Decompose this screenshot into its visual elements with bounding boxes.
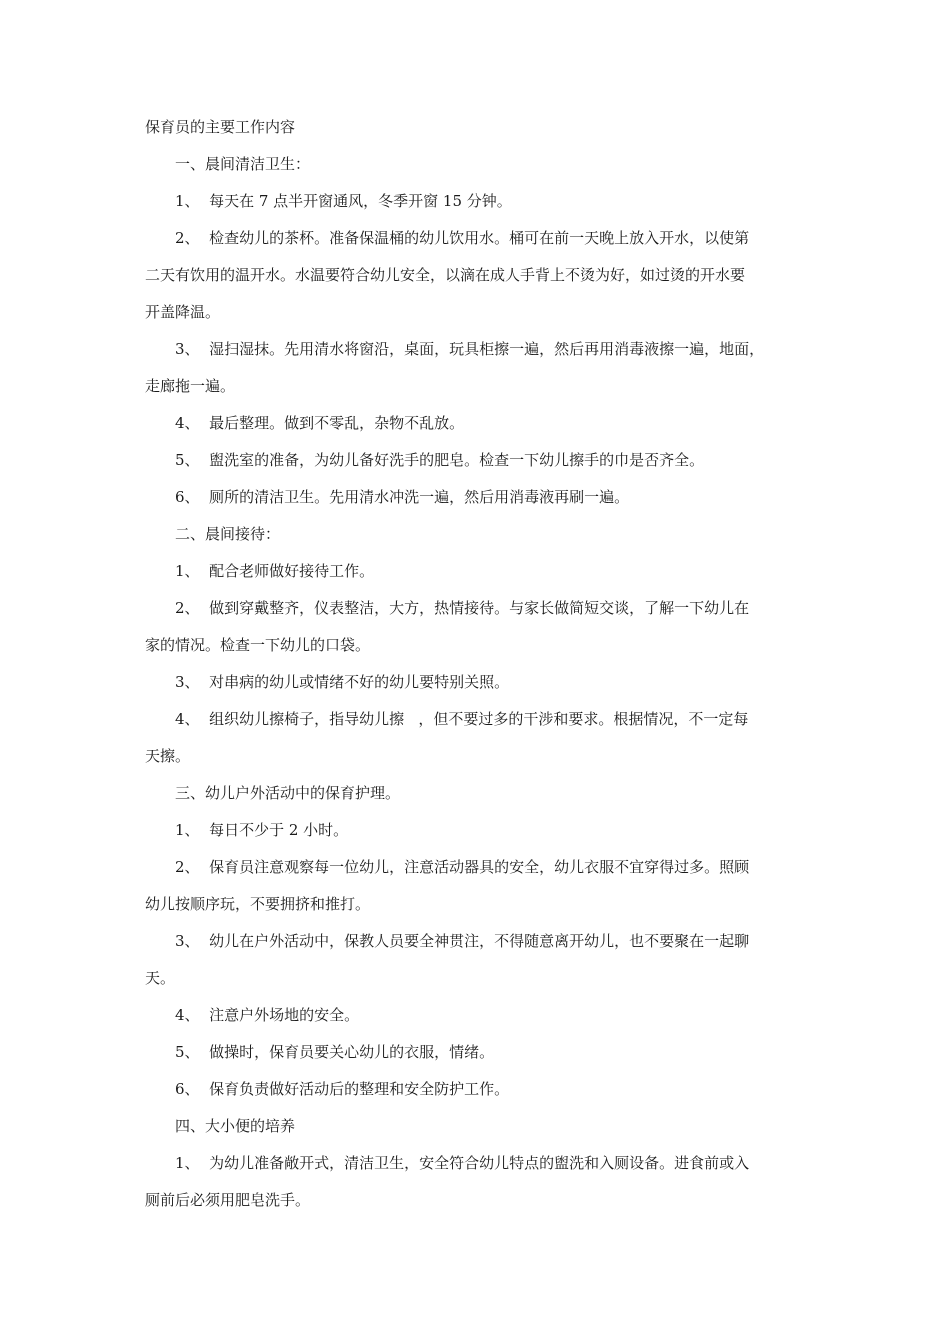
paragraph-line: 4、 注意户外场地的安全。 [175, 1006, 360, 1024]
paragraph-line: 5、 盥洗室的准备，为幼儿备好洗手的肥皂。检查一下幼儿擦手的巾是否齐全。 [175, 451, 705, 469]
list-item [145, 414, 810, 433]
paragraph-line: 1、 配合老师做好接待工作。 [175, 562, 375, 580]
list-item [145, 562, 810, 581]
paragraph-line: 家的情况。检查一下幼儿的口袋。 [145, 636, 371, 654]
list-item [145, 229, 810, 322]
section [145, 784, 810, 1099]
section [145, 1117, 810, 1210]
paragraph-line: 走廊拖一遍。 [145, 377, 236, 395]
list-item [145, 599, 810, 655]
section-heading: 三、幼儿户外活动中的保育护理。 [175, 784, 401, 802]
paragraph-line: 5、 做操时，保育员要关心幼儿的衣服，情绪。 [175, 1043, 495, 1061]
paragraph-line: 1、 每天在 7 点半开窗通风，冬季开窗 15 分钟。 [175, 192, 512, 210]
list-item [145, 451, 810, 470]
paragraph-line: 2、 保育员注意观察每一位幼儿，注意活动器具的安全，幼儿衣服不宜穿得过多。照顾 [175, 858, 750, 876]
paragraph-line: 厕前后必须用肥皂洗手。 [145, 1191, 311, 1209]
list-item [145, 488, 810, 507]
list-item [145, 710, 810, 766]
paragraph-line: 2、 检查幼儿的茶杯。准备保温桶的幼儿饮用水。桶可在前一天晚上放入开水，以使第 [175, 229, 750, 247]
paragraph-line: 6、 厕所的清洁卫生。先用清水冲洗一遍，然后用消毒液再刷一遍。 [175, 488, 630, 506]
document-title: 保育员的主要工作内容 [145, 118, 296, 136]
section-heading: 一、晨间清洁卫生： [175, 155, 311, 173]
list-item [145, 192, 810, 211]
paragraph-line: 1、 每日不少于 2 小时。 [175, 821, 349, 839]
paragraph-line: 开盖降温。 [145, 303, 221, 321]
paragraph-line: 4、 组织幼儿擦椅子，指导幼儿擦 ，但不要过多的干涉和要求。根据情况，不一定每 [175, 710, 749, 728]
list-item [145, 1154, 810, 1210]
paragraph-line: 4、 最后整理。做到不零乱，杂物不乱放。 [175, 414, 465, 432]
section [145, 155, 810, 507]
list-item [145, 673, 810, 692]
list-item [145, 932, 810, 988]
list-item [145, 340, 810, 396]
paragraph-line: 3、 湿扫湿抹。先用清水将窗沿，桌面，玩具柜擦一遍，然后再用消毒液擦一遍，地面， [175, 340, 765, 358]
list-item [145, 1043, 810, 1062]
paragraph-line: 天擦。 [145, 747, 191, 765]
list-item [145, 858, 810, 914]
paragraph-line: 幼儿按顺序玩，不要拥挤和推打。 [145, 895, 371, 913]
paragraph-line: 6、 保育负责做好活动后的整理和安全防护工作。 [175, 1080, 510, 1098]
paragraph-line: 1、 为幼儿准备敞开式，清洁卫生，安全符合幼儿特点的盥洗和入厕设备。进食前或入 [175, 1154, 750, 1172]
section [145, 525, 810, 766]
paragraph-line: 2、 做到穿戴整齐，仪表整洁，大方，热情接待。与家长做简短交谈，了解一下幼儿在 [175, 599, 750, 617]
paragraph-line: 3、 幼儿在户外活动中，保教人员要全神贯注，不得随意离开幼儿，也不要聚在一起聊 [175, 932, 750, 950]
section-heading: 四、大小便的培养 [175, 1117, 296, 1135]
section-heading: 二、晨间接待： [175, 525, 281, 543]
paragraph-line: 3、 对串病的幼儿或情绪不好的幼儿要特别关照。 [175, 673, 510, 691]
document-page [145, 118, 810, 1228]
list-item [145, 821, 810, 840]
list-item [145, 1006, 810, 1025]
list-item [145, 1080, 810, 1099]
paragraph-line: 天。 [145, 969, 176, 987]
paragraph-line: 二天有饮用的温开水。水温要符合幼儿安全，以滴在成人手背上不烫为好，如过烫的开水要 [145, 266, 746, 284]
